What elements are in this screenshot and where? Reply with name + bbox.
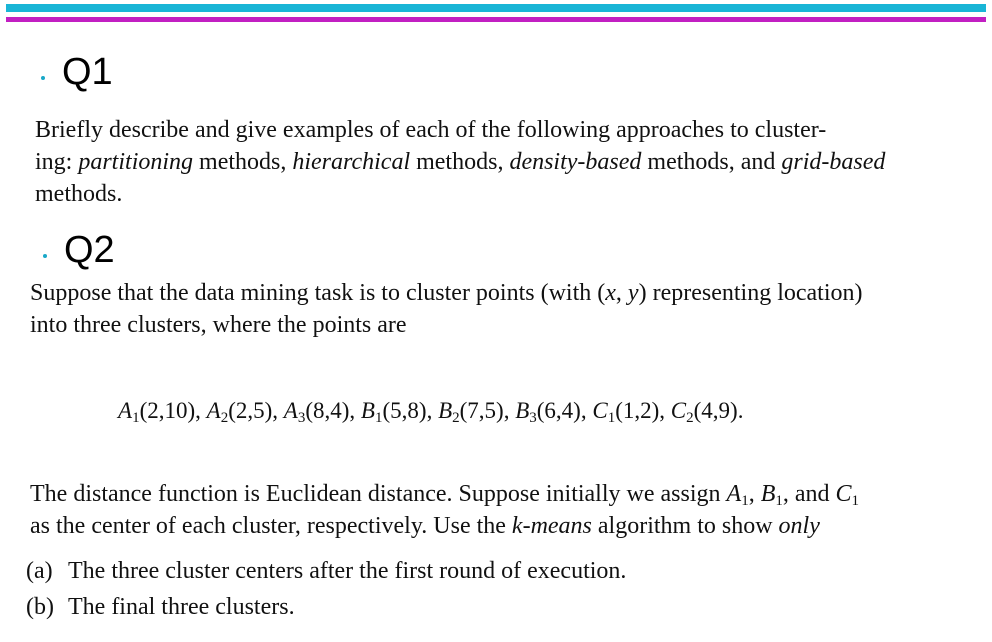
- item-text: The final three clusters.: [68, 594, 295, 620]
- heading-q1: Q1: [62, 51, 113, 93]
- points-equation: $A_1(2,10)$, $A_2(2,5)$, $A_3(8,4)$, $B_1(5,8)$, $B_2(7,5)$, $B_3(6,4)$, $C_1(1,2)$, $C_2(4,9)$.: [118, 398, 744, 426]
- point-c2: $C_2(4,9)$: [670, 398, 738, 426]
- bullet-q2: [43, 254, 47, 258]
- q2-line-3: The distance function is Euclidean distance. Suppose initially we assign $A_1$, $B_1$, and $C_1$: [30, 481, 860, 509]
- heading-q2: Q2: [64, 229, 115, 271]
- header-bar-top: [6, 4, 986, 12]
- header-bar-bottom: [6, 17, 986, 22]
- point-c1: $C_1(1,2)$: [592, 398, 660, 426]
- q1-line-1: Briefly describe and give examples of each of the following approaches to cluster-: [35, 117, 827, 143]
- point-a1: $A_1(2,10)$: [118, 398, 196, 426]
- point-a2: $A_2(2,5)$: [206, 398, 273, 426]
- q1-line-3: methods.: [35, 181, 123, 207]
- q1-line-2: ing: partitioning methods, hierarchical methods, density-based methods, and grid-based: [35, 149, 886, 175]
- q1-paragraph: [35, 114, 985, 210]
- item-label: (b): [26, 594, 54, 620]
- q2-line-2: into three clusters, where the points are: [30, 312, 407, 338]
- point-b2: $B_2(7,5)$: [438, 398, 504, 426]
- q2-intro: [30, 277, 980, 341]
- q2-item-b: [26, 591, 295, 623]
- point-b3: $B_3(6,4)$: [515, 398, 581, 426]
- item-label: (a): [26, 558, 53, 584]
- q2-line-1: Suppose that the data mining task is to cluster points (with (x, y) representing location): [30, 280, 863, 306]
- point-a3: $A_3(8,4)$: [283, 398, 350, 426]
- q2-distance-paragraph: [30, 478, 980, 542]
- bullet-q1: [41, 76, 45, 80]
- item-text: The three cluster centers after the first round of execution.: [68, 558, 627, 584]
- q2-line-4: as the center of each cluster, respectively. Use the k-means algorithm to show only: [30, 513, 820, 539]
- q2-item-a: [26, 555, 626, 587]
- point-b1: $B_1(5,8)$: [360, 398, 427, 426]
